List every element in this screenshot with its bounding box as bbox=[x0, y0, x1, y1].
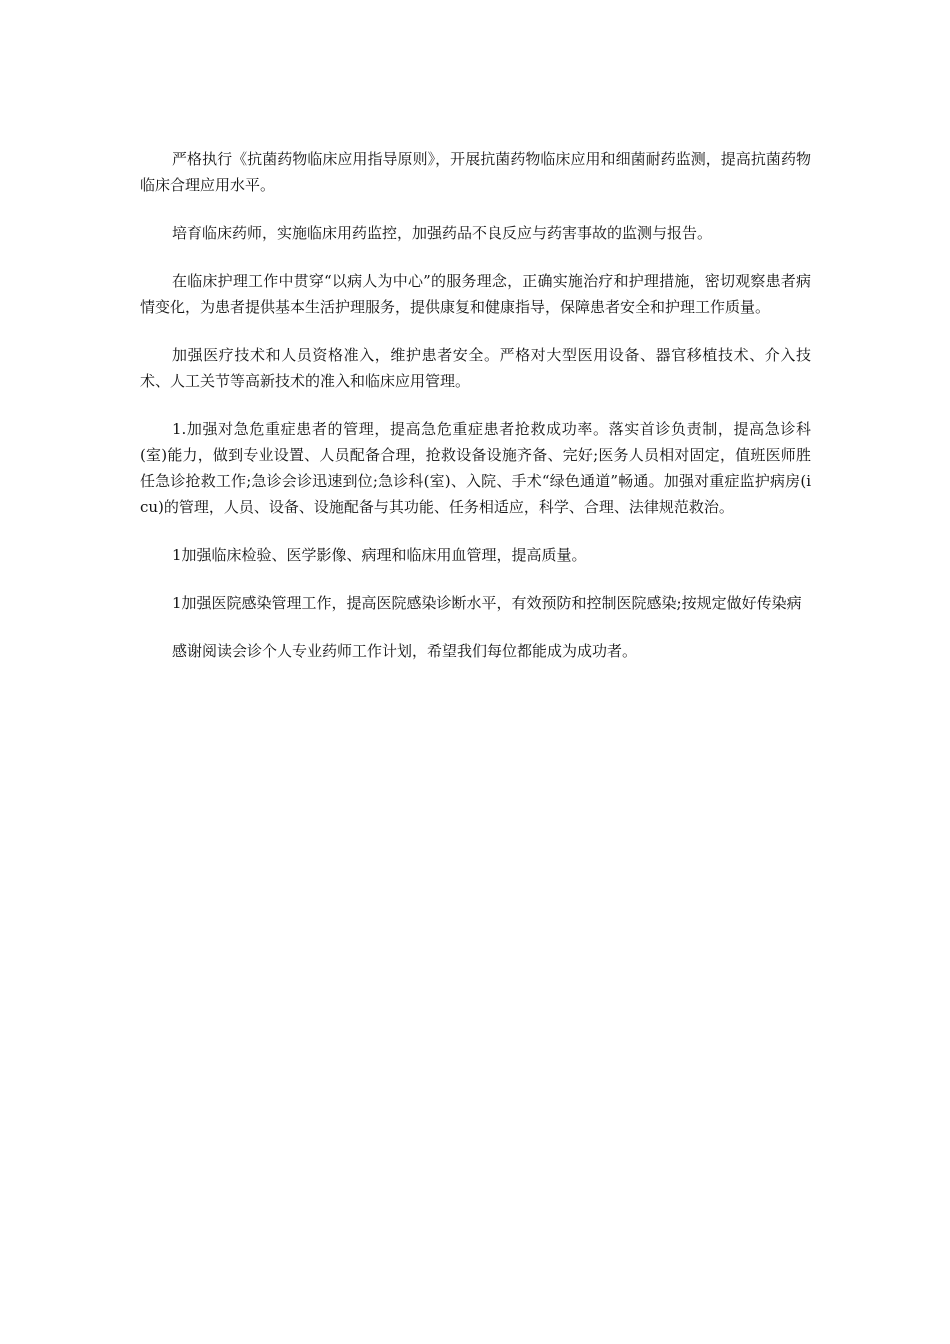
paragraph-clinical-pharmacist: 培育临床药师，实施临床用药监控，加强药品不良反应与药害事故的监测与报告。 bbox=[172, 224, 713, 242]
document-body bbox=[140, 146, 811, 686]
paragraph-technology-access: 加强医疗技术和人员资格准入，维护患者安全。严格对大型医用设备、器官移植技术、介入技术、人工关节等高新技术的准入和临床应用管理。 bbox=[140, 346, 811, 390]
paragraph-antibiotics: 严格执行《抗菌药物临床应用指导原则》，开展抗菌药物临床应用和细菌耐药监测，提高抗菌药物临床合理应用水平。 bbox=[140, 150, 811, 194]
paragraph-emergency: 1.加强对急危重症患者的管理，提高急危重症患者抢救成功率。落实首诊负责制，提高急诊科(室)能力，做到专业设置、人员配备合理，抢救设备设施齐备、完好;医务人员相对固定，值班医师胜任急诊抢救工作;急诊会诊迅速到位;急诊科(室)、入院、手术“绿色通道”畅通。加强对重症监护病房(icu)的管理，人员、设备、设施配备与其功能、任务相适应，科学、合理、法律规范救治。 bbox=[140, 420, 811, 516]
paragraph-infection-control: 1加强医院感染管理工作，提高医院感染诊断水平，有效预防和控制医院感染;按规定做好传染病 bbox=[172, 594, 802, 612]
paragraph-nursing: 在临床护理工作中贯穿“以病人为中心”的服务理念，正确实施治疗和护理措施，密切观察患者病情变化，为患者提供基本生活护理服务，提供康复和健康指导，保障患者安全和护理工作质量。 bbox=[140, 272, 811, 316]
paragraph-closing: 感谢阅读会诊个人专业药师工作计划，希望我们每位都能成为成功者。 bbox=[172, 642, 638, 660]
paragraph-clinical-lab: 1加强临床检验、医学影像、病理和临床用血管理，提高质量。 bbox=[172, 546, 587, 564]
